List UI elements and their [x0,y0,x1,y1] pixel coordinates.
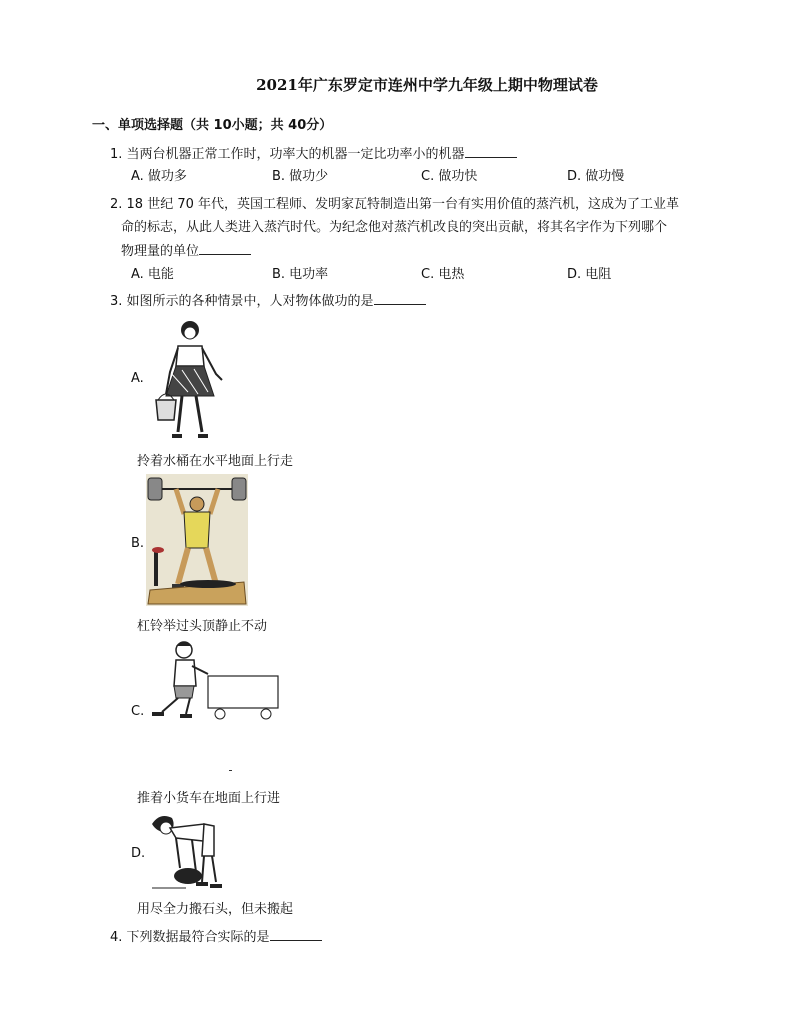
q2-option-d: D. 电阻 [567,267,612,282]
answer-blank [270,928,322,941]
question-2-line-3 [121,240,251,259]
girl-carrying-bucket-illustration [148,314,230,442]
question-1-text: 1. 当两台机器正常工作时，功率大的机器一定比功率小的机器 [110,147,465,162]
q3-option-c-caption: 推着小货车在地面上行进 [137,791,281,806]
question-2-line-2: 命的标志，从此人类进入蒸汽时代。为纪念他对蒸汽机改良的突出贡献，将其名字作为下列哪个 [121,220,668,235]
weightlifter-illustration [146,474,248,606]
q3-option-c-letter: C. [131,704,145,719]
q2-option-a: A. 电能 [131,267,174,282]
q1-option-b: B. 做功少 [272,169,329,184]
question-4-text: 4. 下列数据最符合实际的是 [110,930,270,945]
answer-blank [465,145,517,158]
section-heading: 一、单项选择题（共 10小题；共 40分） [92,118,333,133]
question-3-text: 3. 如图所示的各种情景中，人对物体做功的是 [110,294,374,309]
question-4 [110,926,322,945]
q2-option-b: B. 电功率 [272,267,329,282]
answer-blank [199,242,251,255]
q3-option-d-letter: D. [131,846,146,861]
q3-option-a-caption: 拎着水桶在水平地面上行走 [137,454,294,469]
q3-option-d-caption: 用尽全力搬石头，但未搬起 [137,902,294,917]
q1-option-a: A. 做功多 [131,169,187,184]
person-pushing-cart-illustration [146,640,282,724]
q3-option-b-caption: 杠铃举过头顶静止不动 [137,619,268,634]
q3-option-b-letter: B. [131,536,145,551]
question-1 [110,143,517,162]
q1-option-c: C. 做功快 [421,169,478,184]
q3-option-a-letter: A. [131,371,144,386]
question-3 [110,290,426,309]
q1-option-d: D. 做功慢 [567,169,625,184]
question-2-line-3-text: 物理量的单位 [121,244,200,259]
stray-mark [229,770,232,771]
question-2-line-1: 2. 18 世纪 70 年代，英国工程师、发明家瓦特制造出第一台有实用价值的蒸汽机，这成为了工业革 [110,197,680,212]
q2-option-c: C. 电热 [421,267,465,282]
answer-blank [374,292,426,305]
page-title: 2021年广东罗定市连州中学九年级上期中物理试卷 [256,76,598,94]
person-lifting-stone-illustration [146,812,222,892]
